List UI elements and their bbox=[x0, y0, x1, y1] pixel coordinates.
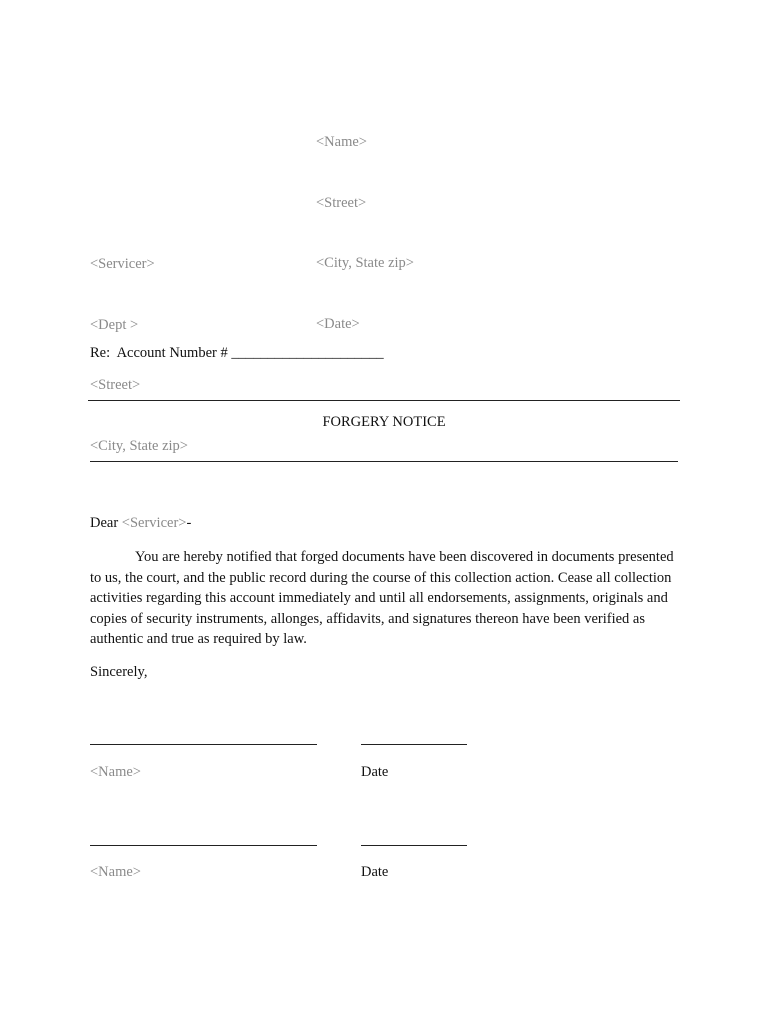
notice-title: FORGERY NOTICE bbox=[322, 414, 446, 430]
letter-body bbox=[90, 547, 678, 650]
date-line-2 bbox=[361, 845, 467, 846]
account-number-blank: _____________________ bbox=[231, 345, 384, 361]
closing: Sincerely, bbox=[90, 664, 148, 680]
sender-city-state-zip: <City, State zip> bbox=[316, 255, 414, 272]
sender-date: <Date> bbox=[316, 316, 360, 333]
title-bottom-rule bbox=[90, 461, 678, 462]
salutation-suffix: - bbox=[186, 515, 192, 531]
reference-line bbox=[90, 343, 384, 363]
sender-street: <Street> bbox=[316, 194, 367, 211]
servicer-city-state-zip: <City, State zip> bbox=[90, 438, 188, 455]
salutation-recipient: <Servicer> bbox=[121, 515, 187, 531]
servicer-name: <Servicer> bbox=[90, 256, 155, 272]
servicer-street: <Street> bbox=[90, 377, 141, 394]
servicer-dept: <Dept > bbox=[90, 316, 139, 333]
signature-name-label-1: <Name> bbox=[90, 764, 141, 780]
sender-address-block bbox=[316, 92, 414, 355]
sender-name: <Name> bbox=[316, 134, 367, 150]
signature-name-label-2: <Name> bbox=[90, 864, 141, 880]
date-label-1: Date bbox=[361, 764, 389, 780]
body-paragraph: You are hereby notified that forged documents have been discovered in documents presented to us, the court, and the public record during the course of this collection action. Cease all collection activities regarding this account immediately and until all endorsements, assignments, originals and copies of security instruments, allonges, affidavits, and signatures thereon have been verified as authentic and true as required by law. bbox=[90, 549, 674, 647]
salutation-prefix: Dear bbox=[90, 515, 122, 531]
signature-line-2 bbox=[90, 845, 317, 846]
date-line-1 bbox=[361, 744, 467, 745]
date-label-2: Date bbox=[361, 864, 389, 880]
signature-line-1 bbox=[90, 744, 317, 745]
title-top-rule bbox=[88, 400, 680, 401]
salutation bbox=[90, 513, 191, 533]
reference-label: Re: Account Number # bbox=[90, 345, 232, 361]
